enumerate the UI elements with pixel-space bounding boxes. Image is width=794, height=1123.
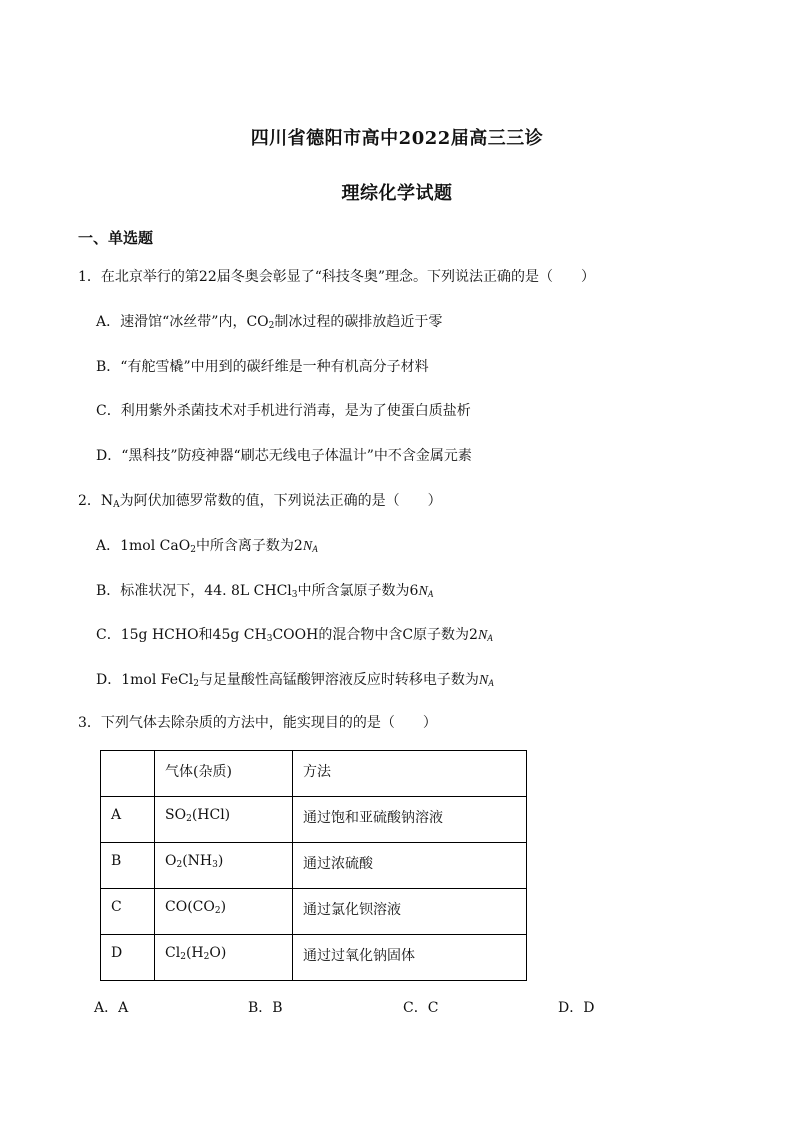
table-header-row xyxy=(101,751,527,797)
section-heading: 一、单选题 xyxy=(78,229,154,247)
table-row: D $Cl_2(H_2O)$ 通过过氧化钠固体 xyxy=(101,935,527,981)
gas-impurity-table xyxy=(100,750,527,981)
q1-option-d: D．“黑科技”防疫神器“刷芯无线电子体温计”中不含金属元素 xyxy=(96,448,472,464)
q2-option-c: C．15g HCHO和45g $CH_3COOH$的混合物中含C原子数为$2N_A$ xyxy=(96,627,493,644)
question-number: 1． xyxy=(78,269,101,285)
page-title: 四川省德阳市高中2022届高三三诊 xyxy=(250,128,544,149)
table-row: B $O_2(NH_3)$ 通过浓硫酸 xyxy=(101,843,527,889)
answer-choice-a: A．A xyxy=(94,1000,129,1016)
q2-option-b: B．标准状况下，44. 8L CHCl$_3$中所含氯原子数为$6N_A$ xyxy=(96,583,434,600)
question-stem: 下列气体去除杂质的方法中，能实现目的的是（ ） xyxy=(100,715,437,731)
page-subtitle: 理综化学试题 xyxy=(341,183,453,204)
question-number: 3． xyxy=(78,715,101,731)
question-stem: 在北京举行的第22届冬奥会彰显了“科技冬奥”理念。下列说法正确的是（ ） xyxy=(100,269,596,285)
answer-choice-b: B．B xyxy=(248,1000,283,1016)
answer-choice-c: C．C xyxy=(403,1000,439,1016)
q1-option-a: A．速滑馆“冰丝带”内，$CO_2$制冰过程的碳排放趋近于零 xyxy=(96,314,443,331)
table-row: A $SO_2(HCl)$ 通过饱和亚硫酸钠溶液 xyxy=(101,797,527,843)
answer-choice-d: D．D xyxy=(558,1000,595,1016)
table-header-cell: 气体(杂质) xyxy=(155,751,293,797)
question-3 xyxy=(78,712,437,732)
table-header-cell: 方法 xyxy=(293,751,527,797)
q2-option-a: A．1mol CaO$_2$中所含离子数为$2N_A$ xyxy=(96,538,318,555)
table-row: C $CO(CO_2)$ 通过氯化钡溶液 xyxy=(101,889,527,935)
question-number: 2． xyxy=(78,493,101,509)
q2-option-d: D．1mol FeCl$_2$与足量酸性高锰酸钾溶液反应时转移电子数为$N_A$ xyxy=(96,672,494,689)
question-1 xyxy=(78,266,595,286)
q1-option-b: B．“有舵雪橇”中用到的碳纤维是一种有机高分子材料 xyxy=(96,359,429,375)
question-2: 2．$N_A$为阿伏加德罗常数的值，下列说法正确的是（ ） xyxy=(78,493,442,510)
table-header-cell xyxy=(101,751,155,797)
q1-option-c: C．利用紫外杀菌技术对手机进行消毒，是为了使蛋白质盐析 xyxy=(96,403,471,419)
